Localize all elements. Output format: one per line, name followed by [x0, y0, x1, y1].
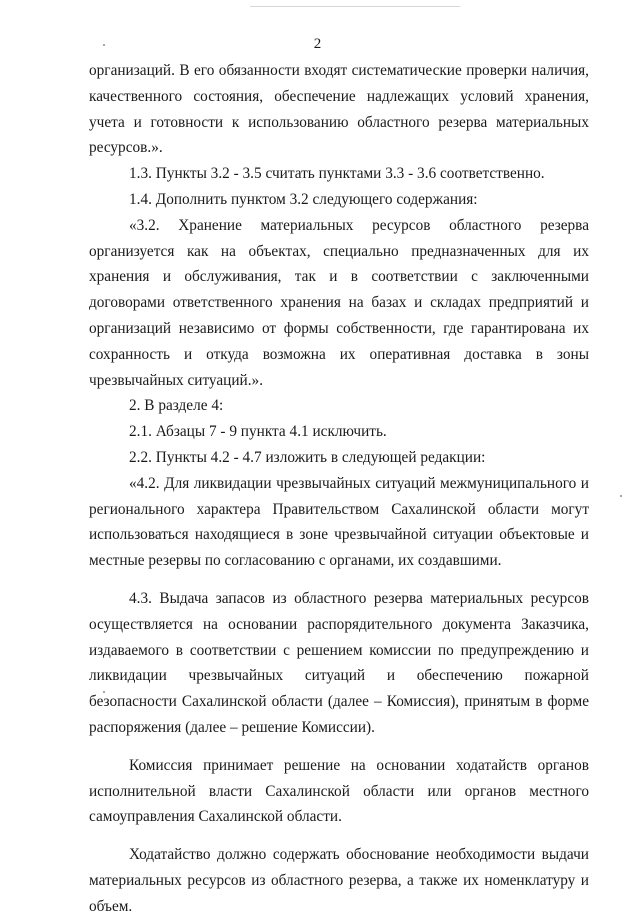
paragraph-item-2: 2. В разделе 4: — [129, 397, 224, 415]
paragraph-commission: Комиссия принимает решение на основании ходатайств органов исполнительной власти Сахалинской области или органов местного самоуправления Сахалинской области. — [89, 756, 589, 826]
document-body — [89, 58, 589, 920]
paragraph-item-1-4: 1.4. Дополнить пунктом 3.2 следующего содержания: — [129, 190, 478, 208]
scan-speck — [620, 495, 622, 497]
paragraph-item-1-3: 1.3. Пункты 3.2 - 3.5 считать пунктами 3.3 - 3.6 соответственно. — [129, 165, 545, 183]
paragraph-clause-4-2: «4.2. Для ликвидации чрезвычайных ситуаций межмуниципального и регионального характера Правительством Сахалинской области могут использоваться находящиеся в зоне чрезвычайной ситуации объектовые и местные резервы по согласованию с органами, их создавшими. — [89, 474, 589, 570]
paragraph-continuation: организаций. В его обязанности входят систематические проверки наличия, качественного состояния, обеспечение надлежащих условий хранения, учета и готовности к использованию областного резерва материальных ресурсов.». — [89, 62, 589, 157]
paragraph-clause-3-2: «3.2. Хранение материальных ресурсов областного резерва организуется как на объектах, специально предназначенных для их хранения и обслуживания, так и в соответствии с заключенными договорами ответственного хранения на базах и складах предприятий и организаций независимо от формы собственности, где гарантирована их сохранность и откуда возможна их оперативная доставка в зоны чрезвычайных ситуаций.». — [89, 216, 589, 389]
page-number: 2 — [313, 36, 322, 52]
scan-edge-line — [250, 6, 460, 7]
paragraph-item-2-2: 2.2. Пункты 4.2 - 4.7 изложить в следующей редакции: — [129, 448, 486, 466]
paragraph-clause-4-3: 4.3. Выдача запасов из областного резерва материальных ресурсов осуществляется на основании распорядительного документа Заказчика, издаваемого в соответствии с решением комиссии по предупреждению и ликвидации чрезвычайных ситуаций и обеспечению пожарной безопасности Сахалинской области (далее – Комиссия), принятым в форме распоряжения (далее – решение Комиссии). — [89, 589, 589, 736]
paragraph-item-2-1: 2.1. Абзацы 7 - 9 пункта 4.1 исключить. — [129, 423, 387, 441]
paragraph-petition: Ходатайство должно содержать обоснование необходимости выдачи материальных ресурсов из областного резерва, а также их номенклатуру и объем. — [89, 846, 589, 915]
